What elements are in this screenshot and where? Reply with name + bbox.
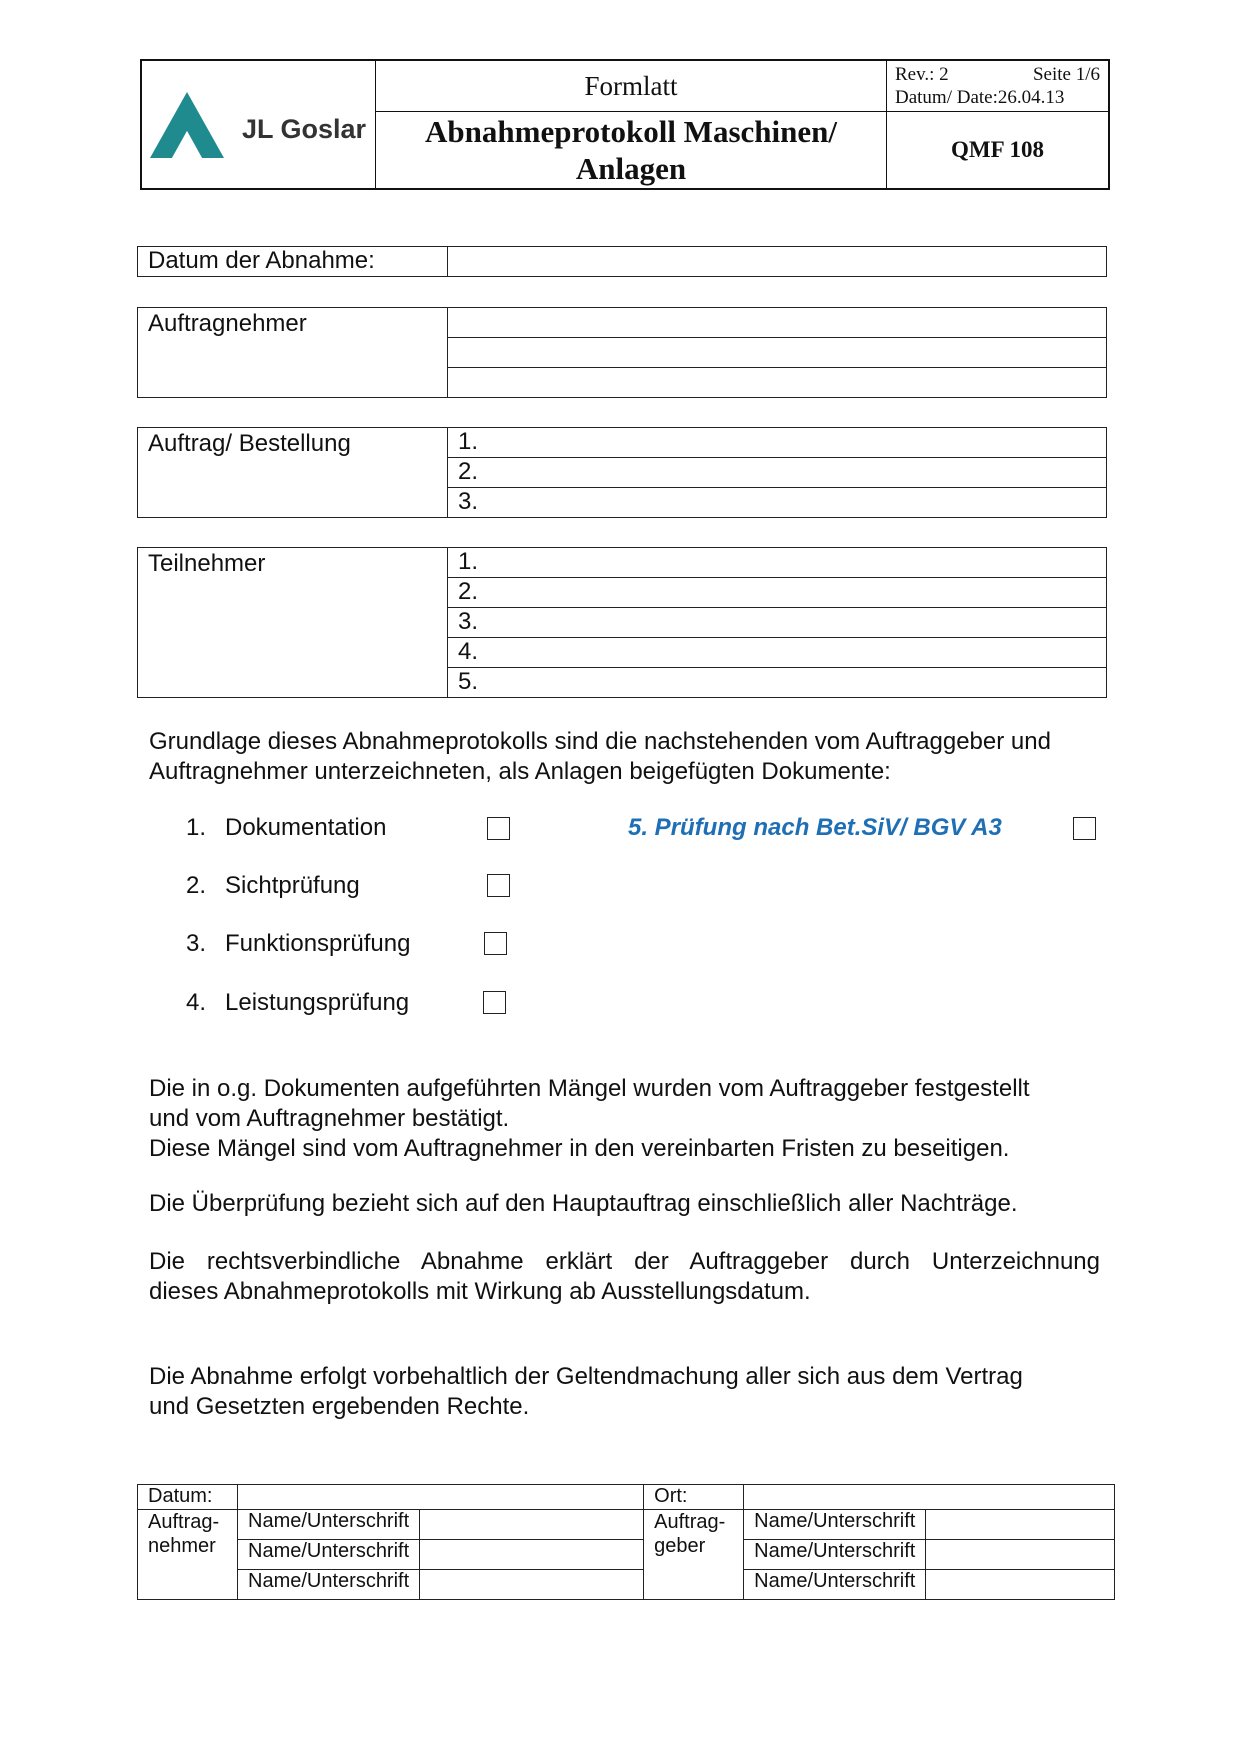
checklist-item-number: 3. <box>186 930 207 957</box>
checklist-item-number: 2. <box>186 872 207 899</box>
scope-paragraph: Die Überprüfung bezieht sich auf den Hauptauftrag einschließlich aller Nachträge. <box>149 1190 1018 1217</box>
checkbox-function-test[interactable] <box>484 932 507 955</box>
order-row[interactable]: 2. <box>448 458 1107 488</box>
checkbox-documentation[interactable] <box>487 817 510 840</box>
checkbox-performance-test[interactable] <box>483 991 506 1014</box>
date-label: Datum der Abnahme: <box>138 247 448 277</box>
checklist-item-label: Funktionsprüfung <box>225 930 411 957</box>
order-row[interactable]: 1. <box>448 428 1107 458</box>
revision-cell <box>887 60 1110 112</box>
contractor-line-1[interactable] <box>448 308 1107 338</box>
sig-client-field[interactable] <box>926 1570 1115 1600</box>
checklist-item-label: Dokumentation <box>225 814 387 841</box>
sig-name-label: Name/Unterschrift <box>744 1570 926 1600</box>
reservation-paragraph: Die Abnahme erfolgt vorbehaltlich der Geltendmachung aller sich aus dem Vertrag und Gesetzten ergebenden Rechte. <box>149 1363 1023 1420</box>
participants-label: Teilnehmer <box>138 548 448 698</box>
participants-table <box>137 547 1107 698</box>
revision: Rev.: 2 <box>895 64 949 85</box>
sig-contractor-field[interactable] <box>420 1570 644 1600</box>
document-header <box>140 59 1110 190</box>
form-type: Formlatt <box>376 60 887 112</box>
company-name: JL Goslar <box>242 114 367 144</box>
defects-paragraph: Die in o.g. Dokumenten aufgeführten Mängel wurden vom Auftraggeber festgestellt und vom Auftragnehmer bestätigt. Diese Mängel sind vom Auftragnehmer in den vereinbarten Fristen zu beseitigen. <box>149 1075 1030 1162</box>
sig-name-label: Name/Unterschrift <box>238 1510 420 1540</box>
jl-goslar-logo-icon <box>148 90 226 160</box>
logo-cell <box>141 60 376 189</box>
page-number: Seite 1/6 <box>1032 64 1100 85</box>
participant-row[interactable]: 4. <box>448 638 1107 668</box>
checklist-special-label: 5. Prüfung nach Bet.SiV/ BGV A3 <box>628 814 1002 841</box>
checklist-item-number: 4. <box>186 989 207 1016</box>
sig-name-label: Name/Unterschrift <box>238 1570 420 1600</box>
contractor-line-3[interactable] <box>448 368 1107 398</box>
date-table <box>137 246 1107 277</box>
signature-table <box>137 1484 1115 1600</box>
order-label: Auftrag/ Bestellung <box>138 428 448 518</box>
sig-date-label: Datum: <box>138 1485 238 1510</box>
participant-row[interactable]: 1. <box>448 548 1107 578</box>
contractor-line-2[interactable] <box>448 338 1107 368</box>
contractor-label: Auftragnehmer <box>138 308 448 398</box>
legal-paragraph: Die rechtsverbindliche Abnahme erklärt der Auftraggeber durch Unterzeichnung dieses Abnahmeprotokolls mit Wirkung ab Ausstellungsdatum. <box>149 1248 1100 1305</box>
participant-row[interactable]: 5. <box>448 668 1107 698</box>
sig-place-field[interactable] <box>744 1485 1115 1510</box>
sig-name-label: Name/Unterschrift <box>744 1510 926 1540</box>
checkbox-visual-inspection[interactable] <box>487 874 510 897</box>
contractor-table <box>137 307 1107 398</box>
order-table <box>137 427 1107 518</box>
sig-client-field[interactable] <box>926 1540 1115 1570</box>
sig-client-field[interactable] <box>926 1510 1115 1540</box>
order-row[interactable]: 3. <box>448 488 1107 518</box>
sig-contractor-field[interactable] <box>420 1540 644 1570</box>
form-code: QMF 108 <box>887 112 1110 189</box>
document-title: Abnahmeprotokoll Maschinen/ Anlagen <box>376 112 887 189</box>
sig-name-label: Name/Unterschrift <box>744 1540 926 1570</box>
sig-name-label: Name/Unterschrift <box>238 1540 420 1570</box>
date-input-cell[interactable] <box>448 247 1107 277</box>
checklist-item-label: Sichtprüfung <box>225 872 360 899</box>
sig-contractor-label: Auftrag- nehmer <box>138 1510 238 1600</box>
intro-paragraph: Grundlage dieses Abnahmeprotokolls sind die nachstehenden vom Auftraggeber und Auftragnehmer unterzeichneten, als Anlagen beigefügten Dokumente: <box>149 728 1051 785</box>
sig-place-label: Ort: <box>644 1485 744 1510</box>
checkbox-safety-test[interactable] <box>1073 817 1096 840</box>
participant-row[interactable]: 2. <box>448 578 1107 608</box>
checklist-item-number: 1. <box>186 814 207 841</box>
sig-date-field[interactable] <box>238 1485 644 1510</box>
sig-contractor-field[interactable] <box>420 1510 644 1540</box>
checklist-item-label: Leistungsprüfung <box>225 989 410 1016</box>
sig-client-label: Auftrag- geber <box>644 1510 744 1600</box>
revision-date: Datum/ Date:26.04.13 <box>895 87 1065 108</box>
participant-row[interactable]: 3. <box>448 608 1107 638</box>
